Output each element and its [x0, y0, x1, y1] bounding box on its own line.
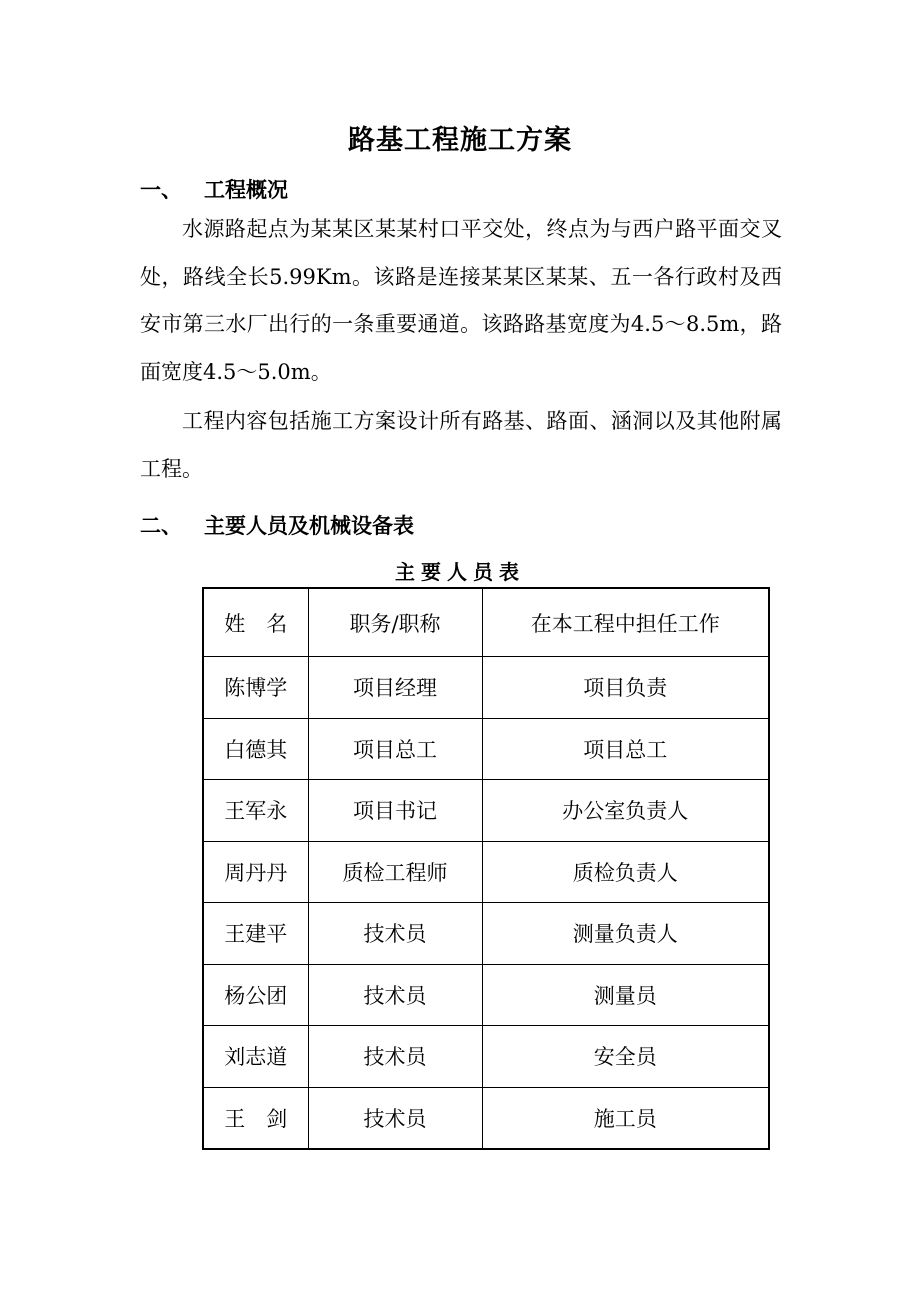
- cell-name: 王 剑: [203, 1087, 308, 1149]
- cell-title: 项目书记: [308, 780, 482, 842]
- overview-paragraph: 水源路起点为某某区某某村口平交处，终点为与西户路平面交叉处，路线全长5.99Km。该路是连接某某区某某、五一各行政村及西安市第三水厂出行的一条重要通道。该路路基宽度为4.5～8.5m，路面宽度4.5～5.0m。: [140, 217, 782, 384]
- header-role: 在本工程中担任工作: [482, 588, 769, 657]
- cell-name: 周丹丹: [203, 841, 308, 903]
- cell-role: 施工员: [482, 1087, 769, 1149]
- section-number: 二、: [140, 514, 182, 538]
- cell-title: 技术员: [308, 1087, 482, 1149]
- table-row: [203, 657, 769, 719]
- section-title: 工程概况: [204, 178, 288, 202]
- cell-name: 王军永: [203, 780, 308, 842]
- table-row: [203, 718, 769, 780]
- table-row: [203, 964, 769, 1026]
- cell-title: 质检工程师: [308, 841, 482, 903]
- cell-title: 技术员: [308, 964, 482, 1026]
- cell-title: 项目总工: [308, 718, 482, 780]
- cell-title: 技术员: [308, 903, 482, 965]
- table-row: [203, 1026, 769, 1088]
- section-number: 一、: [140, 178, 182, 202]
- cell-name: 陈博学: [203, 657, 308, 719]
- section-title: 主要人员及机械设备表: [204, 514, 414, 538]
- cell-name: 杨公团: [203, 964, 308, 1026]
- table-title: 主要人员表: [395, 560, 525, 584]
- table-header-row: [203, 588, 769, 657]
- table-row: [203, 903, 769, 965]
- table-row: [203, 780, 769, 842]
- section-heading-overview: [140, 174, 288, 204]
- staff-table: [202, 587, 770, 1150]
- cell-role: 办公室负责人: [482, 780, 769, 842]
- scope-paragraph: 工程内容包括施工方案设计所有路基、路面、涵洞以及其他附属工程。: [140, 409, 782, 481]
- cell-role: 质检负责人: [482, 841, 769, 903]
- cell-role: 测量员: [482, 964, 769, 1026]
- cell-name: 白德其: [203, 718, 308, 780]
- cell-name: 王建平: [203, 903, 308, 965]
- table-row: [203, 841, 769, 903]
- cell-title: 项目经理: [308, 657, 482, 719]
- header-name: 姓 名: [203, 588, 308, 657]
- cell-role: 安全员: [482, 1026, 769, 1088]
- section-heading-personnel: [140, 510, 414, 540]
- table-row: [203, 1087, 769, 1149]
- document-title: 路基工程施工方案: [348, 125, 572, 156]
- header-title: 职务/职称: [308, 588, 482, 657]
- cell-role: 测量负责人: [482, 903, 769, 965]
- cell-title: 技术员: [308, 1026, 482, 1088]
- cell-name: 刘志道: [203, 1026, 308, 1088]
- cell-role: 项目总工: [482, 718, 769, 780]
- cell-role: 项目负责: [482, 657, 769, 719]
